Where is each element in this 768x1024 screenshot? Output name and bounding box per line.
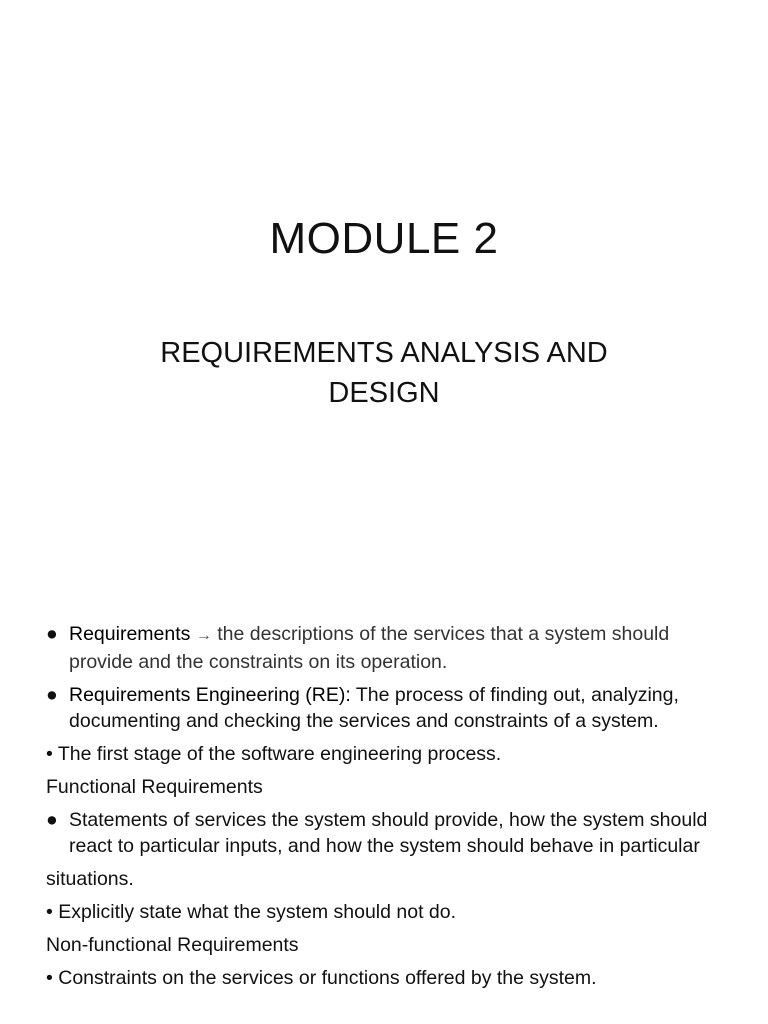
- bullet-dot-icon: ●: [46, 684, 58, 706]
- arrow-icon: →: [195, 627, 212, 644]
- page-subtitle: [134, 333, 634, 413]
- definition-requirements-engineering: The process of finding out, analyzing, documenting and checking the services and constraints of a system.: [69, 684, 679, 732]
- paragraph-situations: situations.: [46, 868, 134, 890]
- term-requirements: Requirements: [69, 623, 191, 645]
- bullet-requirements: [46, 621, 736, 675]
- bullet-requirements-engineering: [46, 682, 736, 734]
- subtitle-line-1: REQUIREMENTS ANALYSIS AND: [160, 337, 608, 369]
- page-title: MODULE 2: [269, 214, 499, 263]
- subtitle-line-2: DESIGN: [328, 377, 440, 409]
- heading-non-functional-requirements: Non-functional Requirements: [46, 934, 299, 956]
- paragraph-explicitly-state: • Explicitly state what the system should not do.: [46, 901, 457, 923]
- definition-requirements: the descriptions of the services that a system should provide and the constraints on its operation.: [69, 623, 670, 673]
- bullet-dot-icon: ●: [46, 809, 58, 831]
- document-body: [46, 621, 736, 998]
- paragraph-first-stage: • The first stage of the software engineering process.: [46, 743, 502, 765]
- bullet-dot-icon: ●: [46, 623, 58, 645]
- heading-functional-requirements: Functional Requirements: [46, 776, 263, 798]
- paragraph-constraints: • Constraints on the services or functions offered by the system.: [46, 967, 597, 989]
- bullet-functional-statements: [46, 807, 736, 859]
- functional-statements-text: Statements of services the system should provide, how the system should react to particular inputs, and how the system should behave in particular: [69, 809, 708, 857]
- term-requirements-engineering: Requirements Engineering (RE):: [69, 684, 351, 706]
